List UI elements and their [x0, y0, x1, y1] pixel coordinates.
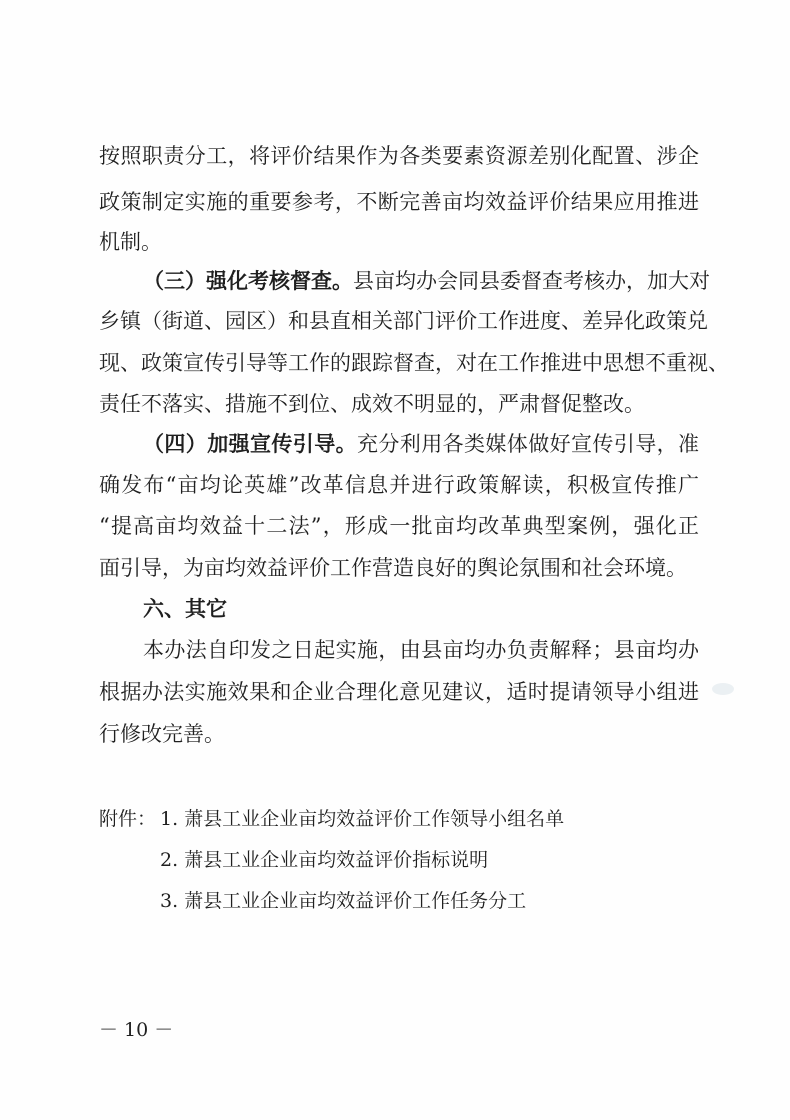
section-label: （四）加强宣传引导。 — [143, 431, 357, 456]
paragraph-line: 面引导，为亩均效益评价工作营造良好的舆论氛围和社会环境。 — [99, 556, 687, 580]
ink-mark — [712, 683, 734, 695]
attachment-item: 2. 萧县工业企业亩均效益评价指标说明 — [160, 849, 489, 871]
paragraph-text: 县亩均办会同县委督查考核办，加大对 — [353, 269, 710, 293]
page-number: － 10 － — [99, 1019, 174, 1041]
paragraph-line: 确发布“亩均论英雄”改革信息并进行政策解读，积极宣传推广 — [99, 473, 699, 497]
paragraph-line: 现、政策宣传引导等工作的跟踪督查，对在工作推进中思想不重视、 — [99, 351, 729, 375]
paragraph-line: 本办法自印发之日起实施，由县亩均办负责解释；县亩均办 — [143, 638, 699, 662]
paragraph-line — [143, 431, 699, 457]
paragraph-line: 行修改完善。 — [99, 722, 225, 746]
attachment-item: 1. 萧县工业企业亩均效益评价工作领导小组名单 — [160, 808, 565, 830]
paragraph-line — [143, 268, 710, 294]
paragraph-text: 充分利用各类媒体做好宣传引导，准 — [357, 432, 699, 456]
attachment-item: 3. 萧县工业企业亩均效益评价工作任务分工 — [160, 890, 527, 912]
paragraph-line: 乡镇（街道、园区）和县直相关部门评价工作进度、差异化政策兑 — [99, 309, 708, 333]
paragraph-line: “提高亩均效益十二法”，形成一批亩均改革典型案例，强化正 — [99, 514, 699, 538]
paragraph-line: 按照职责分工，将评价结果作为各类要素资源差别化配置、涉企 — [99, 144, 699, 168]
section-heading: 六、其它 — [143, 596, 227, 621]
paragraph-line: 政策制定实施的重要参考，不断完善亩均效益评价结果应用推进 — [99, 190, 699, 214]
section-label: （三）强化考核督查。 — [143, 268, 353, 293]
paragraph-line: 机制。 — [99, 230, 162, 254]
paragraph-line: 责任不落实、措施不到位、成效不明显的，严肃督促整改。 — [99, 392, 645, 416]
attachment-label: 附件： — [99, 808, 157, 830]
paragraph-line: 根据办法实施效果和企业合理化意见建议，适时提请领导小组进 — [99, 680, 699, 704]
